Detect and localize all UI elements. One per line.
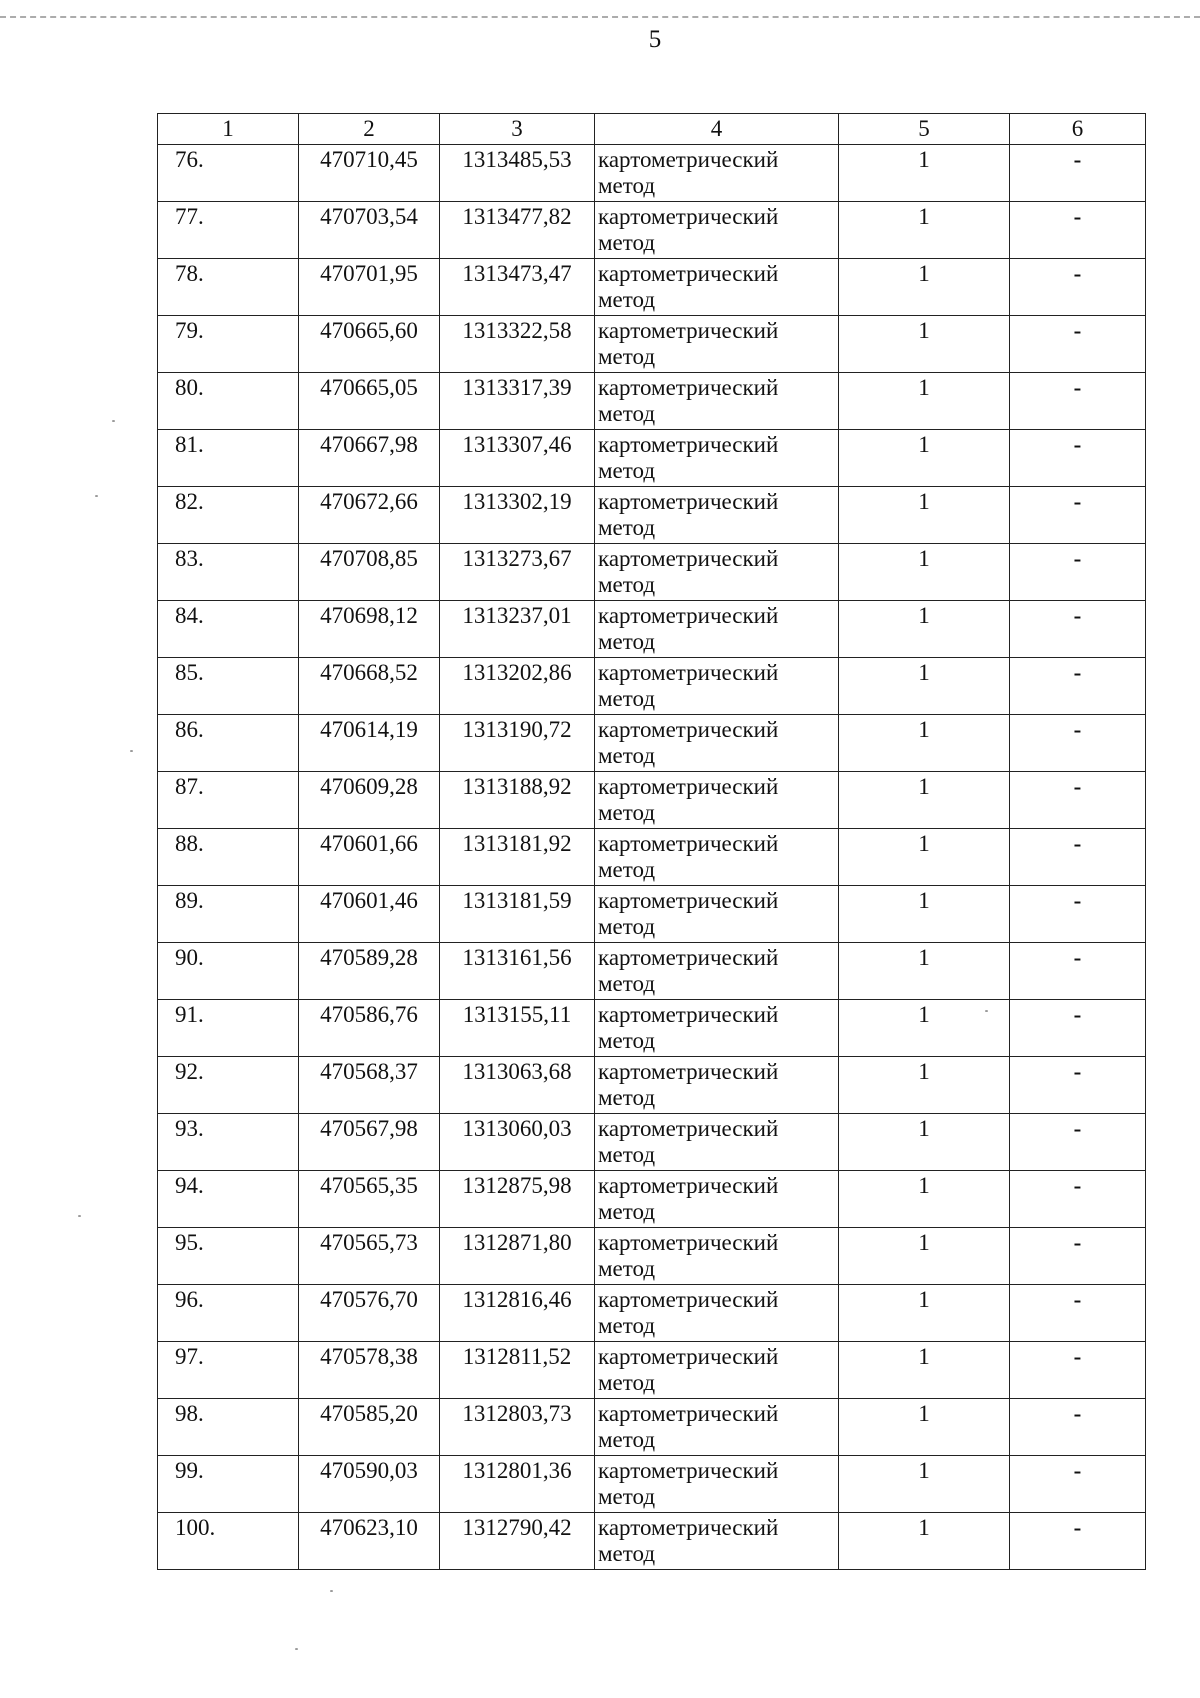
accuracy-value: 1: [839, 1513, 1010, 1570]
determination-method: картометрический метод: [595, 1342, 839, 1399]
coordinate-x: 470710,45: [299, 145, 440, 202]
description-value: -: [1010, 886, 1146, 943]
table-row: [158, 202, 1146, 259]
coordinate-y: 1312803,73: [440, 1399, 595, 1456]
table-row: [158, 1000, 1146, 1057]
determination-method: картометрический метод: [595, 544, 839, 601]
coordinate-y: 1312811,52: [440, 1342, 595, 1399]
coordinate-y: 1313202,86: [440, 658, 595, 715]
determination-method: картометрический метод: [595, 772, 839, 829]
determination-method: картометрический метод: [595, 829, 839, 886]
point-number: 78.: [158, 259, 299, 316]
description-value: -: [1010, 1228, 1146, 1285]
point-number: 97.: [158, 1342, 299, 1399]
coordinate-y: 1313181,92: [440, 829, 595, 886]
coordinate-y: 1312871,80: [440, 1228, 595, 1285]
scan-speck: [95, 495, 98, 497]
description-value: -: [1010, 1171, 1146, 1228]
table-row: [158, 601, 1146, 658]
coordinate-y: 1313307,46: [440, 430, 595, 487]
coordinate-y: 1313060,03: [440, 1114, 595, 1171]
point-number: 88.: [158, 829, 299, 886]
description-value: -: [1010, 943, 1146, 1000]
coordinate-x: 470698,12: [299, 601, 440, 658]
header-col-5: 5: [839, 114, 1010, 145]
determination-method: картометрический метод: [595, 430, 839, 487]
description-value: -: [1010, 202, 1146, 259]
table-row: [158, 1114, 1146, 1171]
coordinate-y: 1313302,19: [440, 487, 595, 544]
description-value: -: [1010, 1342, 1146, 1399]
table-row: [158, 1513, 1146, 1570]
coordinate-y: 1312816,46: [440, 1285, 595, 1342]
table-row: [158, 886, 1146, 943]
scan-speck: [330, 1590, 333, 1592]
accuracy-value: 1: [839, 1057, 1010, 1114]
accuracy-value: 1: [839, 487, 1010, 544]
table-row: [158, 1057, 1146, 1114]
determination-method: картометрический метод: [595, 886, 839, 943]
coordinate-x: 470601,66: [299, 829, 440, 886]
table-row: [158, 316, 1146, 373]
coordinate-x: 470701,95: [299, 259, 440, 316]
table-row: [158, 658, 1146, 715]
page-number: 5: [648, 26, 662, 53]
coordinate-x: 470565,73: [299, 1228, 440, 1285]
coordinate-x: 470672,66: [299, 487, 440, 544]
coordinate-x: 470623,10: [299, 1513, 440, 1570]
coordinate-y: 1313181,59: [440, 886, 595, 943]
point-number: 76.: [158, 145, 299, 202]
point-number: 81.: [158, 430, 299, 487]
coordinate-y: 1313161,56: [440, 943, 595, 1000]
point-number: 83.: [158, 544, 299, 601]
accuracy-value: 1: [839, 544, 1010, 601]
determination-method: картометрический метод: [595, 487, 839, 544]
coordinate-y: 1313237,01: [440, 601, 595, 658]
coordinate-x: 470585,20: [299, 1399, 440, 1456]
point-number: 89.: [158, 886, 299, 943]
determination-method: картометрический метод: [595, 145, 839, 202]
point-number: 94.: [158, 1171, 299, 1228]
coordinate-x: 470589,28: [299, 943, 440, 1000]
table-body: [158, 145, 1146, 1570]
description-value: -: [1010, 715, 1146, 772]
point-number: 82.: [158, 487, 299, 544]
accuracy-value: 1: [839, 373, 1010, 430]
header-col-2: 2: [299, 114, 440, 145]
description-value: -: [1010, 487, 1146, 544]
scan-speck: [985, 1010, 988, 1012]
scan-speck: [112, 420, 115, 422]
coordinate-y: 1313063,68: [440, 1057, 595, 1114]
description-value: -: [1010, 829, 1146, 886]
determination-method: картометрический метод: [595, 1171, 839, 1228]
determination-method: картометрический метод: [595, 1057, 839, 1114]
table-row: [158, 259, 1146, 316]
accuracy-value: 1: [839, 1228, 1010, 1285]
coordinate-x: 470567,98: [299, 1114, 440, 1171]
accuracy-value: 1: [839, 1456, 1010, 1513]
accuracy-value: 1: [839, 886, 1010, 943]
determination-method: картометрический метод: [595, 715, 839, 772]
accuracy-value: 1: [839, 1285, 1010, 1342]
description-value: -: [1010, 1513, 1146, 1570]
determination-method: картометрический метод: [595, 259, 839, 316]
point-number: 85.: [158, 658, 299, 715]
description-value: -: [1010, 1399, 1146, 1456]
table-row: [158, 943, 1146, 1000]
accuracy-value: 1: [839, 829, 1010, 886]
description-value: -: [1010, 601, 1146, 658]
point-number: 90.: [158, 943, 299, 1000]
determination-method: картометрический метод: [595, 658, 839, 715]
accuracy-value: 1: [839, 430, 1010, 487]
table-row: [158, 829, 1146, 886]
description-value: -: [1010, 658, 1146, 715]
point-number: 93.: [158, 1114, 299, 1171]
coordinate-x: 470601,46: [299, 886, 440, 943]
coordinate-x: 470578,38: [299, 1342, 440, 1399]
coordinate-x: 470665,05: [299, 373, 440, 430]
point-number: 87.: [158, 772, 299, 829]
determination-method: картометрический метод: [595, 1513, 839, 1570]
header-col-3: 3: [440, 114, 595, 145]
table-header-row: [158, 114, 1146, 145]
scan-speck: [78, 1215, 81, 1217]
coordinate-y: 1312875,98: [440, 1171, 595, 1228]
scan-speck: [295, 1648, 298, 1650]
coordinate-x: 470667,98: [299, 430, 440, 487]
coordinate-y: 1313322,58: [440, 316, 595, 373]
coordinate-x: 470665,60: [299, 316, 440, 373]
determination-method: картометрический метод: [595, 202, 839, 259]
coordinate-x: 470708,85: [299, 544, 440, 601]
description-value: -: [1010, 1456, 1146, 1513]
accuracy-value: 1: [839, 658, 1010, 715]
point-number: 84.: [158, 601, 299, 658]
description-value: -: [1010, 544, 1146, 601]
accuracy-value: 1: [839, 1399, 1010, 1456]
determination-method: картометрический метод: [595, 601, 839, 658]
point-number: 96.: [158, 1285, 299, 1342]
scan-speck: [130, 750, 133, 752]
coordinate-x: 470703,54: [299, 202, 440, 259]
point-number: 86.: [158, 715, 299, 772]
coordinate-x: 470614,19: [299, 715, 440, 772]
header-col-1: 1: [158, 114, 299, 145]
coordinate-y: 1313317,39: [440, 373, 595, 430]
accuracy-value: 1: [839, 259, 1010, 316]
point-number: 98.: [158, 1399, 299, 1456]
table-row: [158, 145, 1146, 202]
determination-method: картометрический метод: [595, 1399, 839, 1456]
table-row: [158, 544, 1146, 601]
coordinate-y: 1313155,11: [440, 1000, 595, 1057]
point-number: 77.: [158, 202, 299, 259]
accuracy-value: 1: [839, 316, 1010, 373]
accuracy-value: 1: [839, 715, 1010, 772]
table-row: [158, 487, 1146, 544]
coordinate-y: 1313188,92: [440, 772, 595, 829]
determination-method: картометрический метод: [595, 1228, 839, 1285]
accuracy-value: 1: [839, 772, 1010, 829]
accuracy-value: 1: [839, 1342, 1010, 1399]
table-row: [158, 1399, 1146, 1456]
accuracy-value: 1: [839, 601, 1010, 658]
coordinate-x: 470565,35: [299, 1171, 440, 1228]
determination-method: картометрический метод: [595, 316, 839, 373]
coordinate-y: 1313477,82: [440, 202, 595, 259]
point-number: 99.: [158, 1456, 299, 1513]
coordinate-y: 1313473,47: [440, 259, 595, 316]
determination-method: картометрический метод: [595, 1456, 839, 1513]
coordinates-table: [157, 113, 1146, 1570]
determination-method: картометрический метод: [595, 1114, 839, 1171]
accuracy-value: 1: [839, 145, 1010, 202]
coordinate-y: 1313190,72: [440, 715, 595, 772]
description-value: -: [1010, 1285, 1146, 1342]
accuracy-value: 1: [839, 1000, 1010, 1057]
header-col-6: 6: [1010, 114, 1146, 145]
description-value: -: [1010, 316, 1146, 373]
point-number: 100.: [158, 1513, 299, 1570]
determination-method: картометрический метод: [595, 943, 839, 1000]
accuracy-value: 1: [839, 943, 1010, 1000]
table-row: [158, 1342, 1146, 1399]
coordinate-x: 470590,03: [299, 1456, 440, 1513]
description-value: -: [1010, 430, 1146, 487]
point-number: 79.: [158, 316, 299, 373]
table-row: [158, 1456, 1146, 1513]
point-number: 80.: [158, 373, 299, 430]
table-row: [158, 1171, 1146, 1228]
description-value: -: [1010, 1114, 1146, 1171]
point-number: 92.: [158, 1057, 299, 1114]
coordinate-y: 1312801,36: [440, 1456, 595, 1513]
scan-top-rule: [0, 16, 1200, 18]
coordinate-y: 1312790,42: [440, 1513, 595, 1570]
accuracy-value: 1: [839, 1171, 1010, 1228]
point-number: 95.: [158, 1228, 299, 1285]
description-value: -: [1010, 373, 1146, 430]
description-value: -: [1010, 772, 1146, 829]
determination-method: картометрический метод: [595, 1000, 839, 1057]
description-value: -: [1010, 1057, 1146, 1114]
coordinate-y: 1313273,67: [440, 544, 595, 601]
coordinate-x: 470609,28: [299, 772, 440, 829]
coordinate-x: 470586,76: [299, 1000, 440, 1057]
table-row: [158, 772, 1146, 829]
accuracy-value: 1: [839, 1114, 1010, 1171]
coordinate-x: 470576,70: [299, 1285, 440, 1342]
coordinate-x: 470568,37: [299, 1057, 440, 1114]
header-col-4: 4: [595, 114, 839, 145]
table-row: [158, 1228, 1146, 1285]
determination-method: картометрический метод: [595, 373, 839, 430]
coordinate-y: 1313485,53: [440, 145, 595, 202]
description-value: -: [1010, 1000, 1146, 1057]
table-row: [158, 373, 1146, 430]
table-row: [158, 715, 1146, 772]
accuracy-value: 1: [839, 202, 1010, 259]
table-row: [158, 1285, 1146, 1342]
coordinate-x: 470668,52: [299, 658, 440, 715]
description-value: -: [1010, 259, 1146, 316]
determination-method: картометрический метод: [595, 1285, 839, 1342]
point-number: 91.: [158, 1000, 299, 1057]
description-value: -: [1010, 145, 1146, 202]
table-row: [158, 430, 1146, 487]
